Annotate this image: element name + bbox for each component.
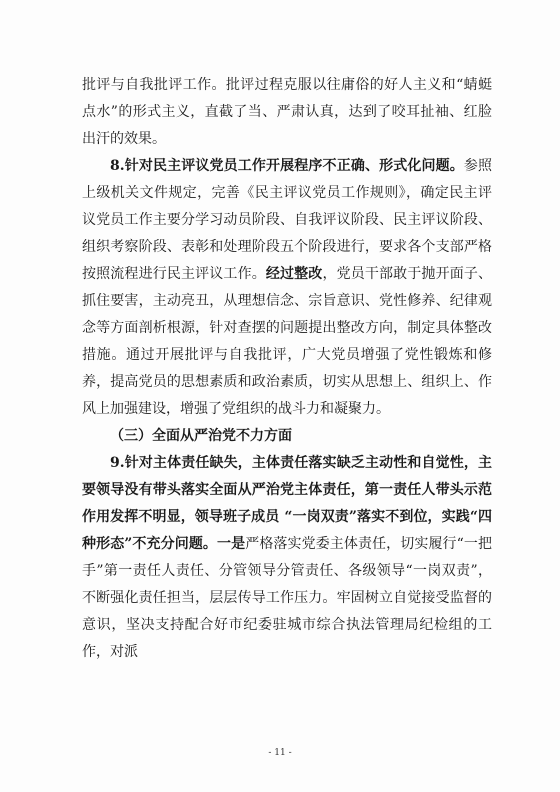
paragraph-8 [82, 153, 492, 423]
section-heading: （三）全面从严治党不力方面 [110, 428, 292, 444]
paragraph-9-bold-lead: 一是 [217, 536, 246, 552]
paragraph-8-text-2: ，党员干部敢于抛开面子、抓住要害，主动亮丑，从理想信念、宗旨意识、党性修养、纪律观念等方面剖析根源，针对查摆的问题提出整改方向，制定具体整改措施。通过开展批评与自我批评，广大党员增强了党性锻炼和修养，提高党员的思想素质和政治素质，切实从思想上、组织上、作风上加强建设，增强了党组织的战斗力和凝聚力。 [82, 266, 493, 417]
page-number: - 11 - [268, 748, 292, 758]
paragraph-9 [82, 450, 492, 666]
paragraph-8-heading: 8.针对民主评议党员工作开展程序不正确、形式化问题。 [110, 158, 464, 174]
paragraph-8-text: 参照上级机关文件规定，完善《民主评议党员工作规则》，确定民主评议党员工作主要分学习动员阶段、自我评议阶段、民主评议阶段、组织考察阶段、表彰和处理阶段五个阶段进行，要求各个支部严格按照流程进行民主评议工作。 [82, 158, 492, 282]
paragraph-9-text: 严格落实党委主体责任，切实履行“一把手”第一责任人责任、分管领导分管责任、各级领导“一岗双责”，不断强化责任担当，层层传导工作压力。牢固树立自觉接受监督的意识，坚决支持配合好市纪委驻城市综合执法管理局纪检组的工作，对派 [82, 536, 493, 660]
paragraph-9-heading: 9.针对主体责任缺失，主体责任落实缺乏主动性和自觉性，主要领导没有带头落实全面从严治党主体责任，第一责任人带头示范作用发挥不明显，领导班子成员 “一岗双责”落实不到位，实践“四种形态”不充分问题。 [82, 455, 492, 552]
document-body [82, 72, 492, 666]
paragraph-8-bold: 经过整改 [265, 266, 323, 282]
paragraph-1: 批评与自我批评工作。批评过程克服以往庸俗的好人主义和“蜻蜓点水”的形式主义，直截了当、严肃认真，达到了咬耳扯袖、红脸出汗的效果。 [82, 77, 492, 147]
